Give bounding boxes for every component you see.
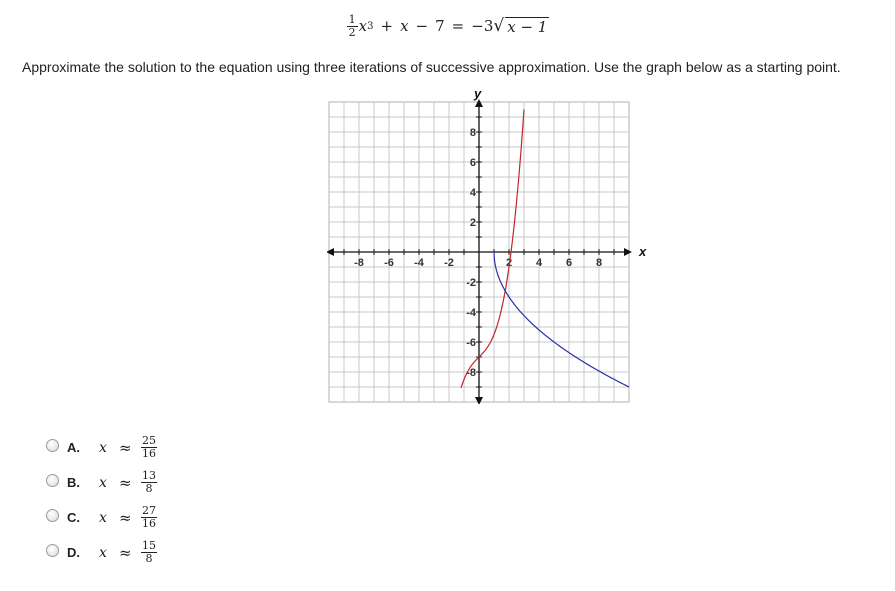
coef-numerator: 1 [348,12,356,26]
coef-denominator: 2 [348,25,356,39]
y-tick-label: 8 [469,127,476,139]
equation-minus: − [415,17,429,35]
sqrt-icon: √ [493,16,505,36]
x-tick-label: 6 [565,257,573,269]
approx-symbol: ≈ [119,438,132,457]
choice-letter: A. [67,440,80,455]
fraction-numerator: 25 [142,434,156,447]
approx-symbol: ≈ [119,543,132,562]
radio-button-c[interactable] [46,509,59,522]
choice-letter: C. [67,510,80,525]
choice-variable: x [99,439,107,456]
equation-var-2: x [400,17,409,35]
fraction-denominator: 8 [145,482,153,495]
choice-b[interactable] [46,465,157,500]
radio-button-a[interactable] [46,439,59,452]
choice-variable: x [99,544,107,561]
equation-coefficient [347,14,358,39]
fraction-numerator: 27 [142,504,156,517]
choice-fraction [141,435,157,460]
choice-letter: B. [67,475,80,490]
approx-symbol: ≈ [119,508,132,527]
choice-d[interactable] [46,535,157,570]
approx-symbol: ≈ [119,473,132,492]
choice-letter: D. [67,545,80,560]
equation-radical [493,16,549,36]
question-prompt: Approximate the solution to the equation using three iterations of successive approximation. Use the graph below as a starting point. [22,59,841,75]
choice-fraction [141,470,157,495]
choice-a[interactable] [46,430,157,465]
x-tick-label: 2 [505,257,513,269]
fraction-denominator: 16 [142,517,156,530]
x-tick-label: -2 [444,257,454,269]
x-tick-label: -6 [384,257,394,269]
answer-choices [46,430,157,570]
fraction-numerator: 15 [142,539,156,552]
equation-radicand: x − 1 [507,18,548,36]
equation-radical-coef: −3 [471,17,494,35]
y-tick-label: -2 [466,277,476,289]
equation-plus: + [380,17,394,35]
function-graph [327,88,657,404]
x-tick-label: -4 [414,257,424,269]
equation-var-1: x [358,17,368,35]
y-tick-label: -8 [466,367,476,379]
equation-constant: 7 [435,17,445,35]
x-axis-label: x [639,244,647,259]
y-tick-label: 6 [469,157,476,169]
choice-c[interactable] [46,500,157,535]
choice-variable: x [99,509,107,526]
y-tick-label: 4 [469,187,476,199]
fraction-numerator: 13 [142,469,156,482]
equation-equals: = [451,17,465,35]
radio-button-b[interactable] [46,474,59,487]
choice-variable: x [99,474,107,491]
x-tick-label: 4 [535,257,543,269]
equation [0,8,895,44]
equation-exponent: 3 [367,20,374,32]
fraction-denominator: 8 [145,552,153,565]
x-tick-label: -8 [354,257,364,269]
y-tick-label: 2 [469,217,476,229]
choice-fraction [141,505,157,530]
y-axis-label: y [474,88,482,101]
choice-fraction [141,540,157,565]
y-tick-label: -6 [466,337,476,349]
fraction-denominator: 16 [142,447,156,460]
y-tick-label: -4 [466,307,476,319]
x-tick-label: 8 [595,257,603,269]
radio-button-d[interactable] [46,544,59,557]
